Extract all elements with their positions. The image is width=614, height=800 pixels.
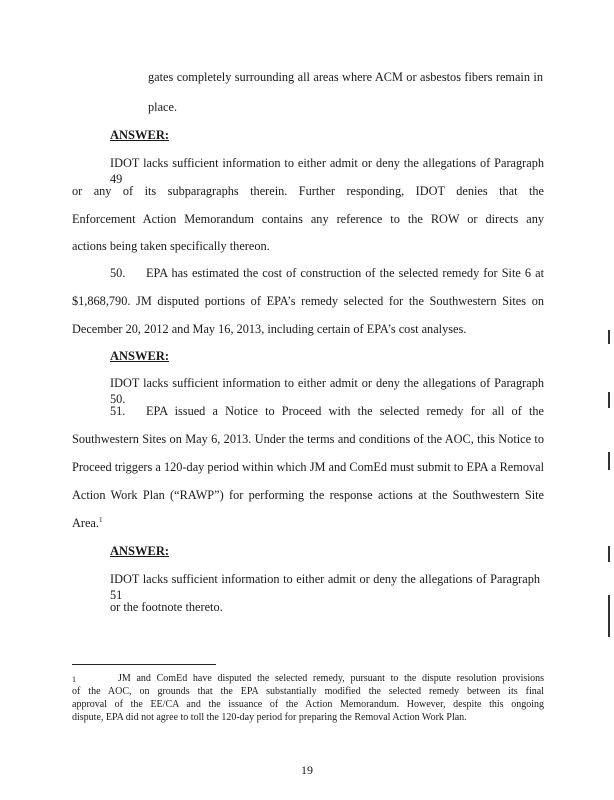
answer-51-line-2: or the footnote thereto. (110, 600, 223, 614)
paragraph-51-line-2: Southwestern Sites on May 6, 2013. Under the terms and conditions of the AOC, this Notice to (72, 432, 544, 446)
paragraph-50-number: 50. (110, 266, 126, 280)
footnote-divider (72, 664, 216, 665)
answer-51-line-1: IDOT lacks sufficient information to either admit or deny the allegations of Paragraph 51 (110, 572, 540, 602)
paragraph-50-line-2: $1,868,790. JM disputed portions of EPA’s remedy selected for the Southwestern Sites on (72, 294, 544, 308)
answer-51-heading: ANSWER: (110, 544, 170, 558)
answer-49-line-1: IDOT lacks sufficient information to either admit or deny the allegations of Paragraph 49 (110, 156, 544, 186)
paragraph-49-line-1: gates completely surrounding all areas where ACM or asbestos fibers remain in (148, 70, 543, 84)
margin-scan-mark (608, 330, 610, 344)
paragraph-51-number: 51. (110, 404, 126, 418)
answer-49-line-4: actions being taken specifically thereon. (72, 239, 270, 253)
paragraph-51-line-5 (72, 515, 102, 531)
paragraph-50-line-3: December 20, 2012 and May 16, 2013, including certain of EPA’s cost analyses. (72, 322, 467, 336)
margin-scan-mark (608, 452, 610, 470)
paragraph-51-line-4: Action Work Plan (“RAWP”) for performing the response actions at the Southwestern Site (72, 488, 544, 502)
footnote-line-4: dispute, EPA did not agree to toll the 120-day period for preparing the Removal Action Work Plan. (72, 712, 467, 723)
margin-scan-mark (608, 595, 610, 637)
paragraph-51-line-1: EPA issued a Notice to Proceed with the selected remedy for all of the (146, 404, 544, 418)
answer-49-heading: ANSWER: (110, 128, 170, 142)
footnote-reference[interactable]: 1 (98, 515, 103, 524)
margin-scan-mark (608, 546, 610, 562)
footnote-marker: 1 (72, 675, 76, 684)
paragraph-50-line-1: EPA has estimated the cost of construction of the selected remedy for Site 6 at (146, 266, 544, 280)
footnote-line-2: of the AOC, on grounds that the EPA substantially modified the selected remedy between its final (72, 686, 544, 697)
answer-49-line-3: Enforcement Action Memorandum contains any reference to the ROW or directs any (72, 212, 544, 226)
footnote-line-1: JM and ComEd have disputed the selected remedy, pursuant to the dispute resolution provisions (118, 673, 544, 684)
answer-49-line-2: or any of its subparagraphs therein. Further responding, IDOT denies that the (72, 184, 544, 198)
paragraph-49-line-2: place. (148, 100, 178, 114)
margin-scan-mark (608, 392, 610, 408)
paragraph-51-line-3: Proceed triggers a 120-day period within which JM and ComEd must submit to EPA a Removal (72, 460, 544, 474)
answer-50-heading: ANSWER: (110, 349, 170, 363)
page-number: 19 (301, 763, 313, 777)
answer-50-line-1: IDOT lacks sufficient information to either admit or deny the allegations of Paragraph 50. (110, 376, 544, 406)
footnote-line-3: approval of the EE/CA and the issuance of the Action Memorandum. However, despite this ongoing (72, 699, 544, 710)
paragraph-51-line-5-text: Area. (72, 516, 99, 530)
